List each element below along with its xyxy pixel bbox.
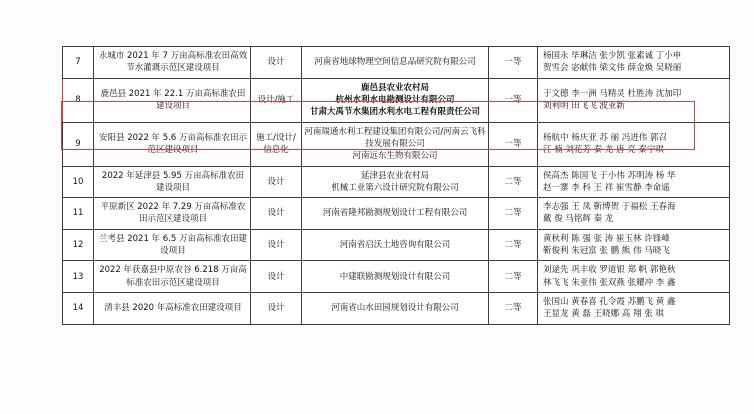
project-type: 设计 <box>251 293 302 325</box>
completion-units <box>302 198 489 230</box>
project-type: 施工/设计/信息化 <box>251 122 302 166</box>
main-contributors <box>538 166 730 198</box>
award-list-table <box>62 46 730 325</box>
row-number: 8 <box>63 78 94 122</box>
project-name-text: 2022 年获嘉县中原农谷 6.218 万亩高标准农田示范区建设项目 <box>99 265 247 288</box>
project-name-text: 永城市 2021 年 7 万亩高标准农田高效节水灌溉示范区建设项目 <box>98 51 248 74</box>
award-level: 一等 <box>489 78 538 122</box>
project-name-text: 2022 年延津县 5.95 万亩高标准农田建设项目 <box>101 170 245 193</box>
unit-line: 杭州水利水电勘测设计有限公司 <box>335 94 455 105</box>
project-type: 设计 <box>251 47 302 79</box>
project-name <box>94 122 251 166</box>
award-level: 二等 <box>489 261 538 293</box>
award-level: 二等 <box>489 198 538 230</box>
names-line: 杨航中 杨庆亚 苏 丽 冯进伟 郭召 <box>543 132 668 143</box>
names-line: 刘利明 田飞飞 波亚新 <box>543 101 625 112</box>
names-line: 于文德 李一洲 马精灵 杜胜涛 沈加印 <box>543 88 682 99</box>
table-row <box>63 166 730 198</box>
award-list-table-wrapper <box>62 46 694 325</box>
completion-units <box>302 166 489 198</box>
row-number: 10 <box>63 166 94 198</box>
row-number: 11 <box>63 198 94 230</box>
project-name <box>94 78 251 122</box>
table-row <box>63 122 730 166</box>
project-name <box>94 261 251 293</box>
unit-line: 河南省山水田园规划设计有限公司 <box>331 303 459 314</box>
award-level: 二等 <box>489 166 538 198</box>
table-row <box>63 261 730 293</box>
project-type: 设计/施工 <box>251 78 302 122</box>
project-type: 设计 <box>251 229 302 261</box>
award-level: 一等 <box>489 122 538 166</box>
unit-line: 河南省地球物理空间信息品研究院有限公司 <box>314 57 476 68</box>
names-line: 侯高杰 陈国飞 于小伟 苏明涛 杨 华 <box>543 170 676 181</box>
row-number: 14 <box>63 293 94 325</box>
award-level: 一等 <box>489 47 538 79</box>
project-type: 设计 <box>251 261 302 293</box>
project-name-text: 安阳县 2022 年 5.6 万亩高标准农田示范区建设项目 <box>99 132 247 156</box>
main-contributors <box>538 261 730 293</box>
table-row <box>63 198 730 230</box>
names-line: 黄秋利 陈 强 张 涛 崔玉林 许锋峰 <box>543 233 670 244</box>
names-line: 靳俊利 朱冠富 张 鹏 熊 伟 马晓飞 <box>543 246 670 257</box>
main-contributors <box>538 78 730 122</box>
completion-units <box>302 47 489 79</box>
project-name <box>94 229 251 261</box>
unit-line: 河南省启沃土地咨询有限公司 <box>339 239 451 250</box>
row-number: 12 <box>63 229 94 261</box>
row-number: 7 <box>63 47 94 79</box>
names-line: 李志强 王 凤 靳博贺 于福松 王春海 <box>543 202 676 213</box>
unit-line: 河南瑞通水利工程建设集团有限公司/河南云飞科技发展有限公司 <box>304 126 486 149</box>
table-row-highlighted <box>63 78 730 122</box>
completion-units <box>302 293 489 325</box>
unit-line: 中建联勘测规划设计有限公司 <box>339 271 451 282</box>
completion-units <box>302 122 489 166</box>
row-number: 13 <box>63 261 94 293</box>
table-row <box>63 293 730 325</box>
table-row <box>63 229 730 261</box>
table-row <box>63 47 730 79</box>
project-name <box>94 47 251 79</box>
completion-units <box>302 229 489 261</box>
main-contributors <box>538 47 730 79</box>
project-name <box>94 293 251 325</box>
names-line: 赵一寨 李 科 王 祥 崔雪静 李命遥 <box>543 182 670 193</box>
unit-line: 河南远东生物有限公司 <box>352 151 438 162</box>
award-level: 二等 <box>489 293 538 325</box>
names-line: 刘逯先 巩丰收 罗道银 郑 帆 郭艳秋 <box>543 265 676 276</box>
main-contributors <box>538 293 730 325</box>
names-line: 林飞飞 朱亚伟 张双燕 张耀冲 李 鑫 <box>543 277 676 288</box>
unit-line: 鹿邑县农业农村局 <box>360 82 429 93</box>
project-type: 设计 <box>251 198 302 230</box>
completion-units <box>302 78 489 122</box>
names-line: 杨国永 毕琳洁 张少凯 张素诚 丁小申 <box>543 51 682 61</box>
project-name <box>94 166 251 198</box>
project-name-text: 兰考县 2021 年 6.5 万亩高标准农田建设项目 <box>99 233 247 257</box>
main-contributors <box>538 198 730 230</box>
unit-line: 机械工业第六设计研究院有限公司 <box>331 182 459 193</box>
table-body <box>63 47 730 325</box>
award-level: 二等 <box>489 229 538 261</box>
names-line: 王显龙 黄 磊 王晓娜 高 翔 张 琪 <box>543 309 664 320</box>
completion-units <box>302 261 489 293</box>
names-line: 张国山 黄春喜 孔令霞 苏鹏飞 黄 鑫 <box>543 297 676 307</box>
main-contributors <box>538 229 730 261</box>
names-line: 戴 俊 马铭辉 秦 龙 <box>543 214 614 225</box>
project-type: 设计 <box>251 166 302 198</box>
row-number: 9 <box>63 122 94 166</box>
project-name-text: 平原新区 2022 年 7.29 万亩高标准农田示范区建设项目 <box>100 202 246 225</box>
names-line: 贺雪会 宓献伟 梁文伟 薛金焕 吴晓丽 <box>543 63 682 74</box>
unit-line: 甘肃大禹节水集团水利水电工程有限责任公司 <box>309 107 480 118</box>
names-line: 江 楠 刘花芳 秦 龙 唐 亮 秦宁琪 <box>543 145 664 156</box>
project-name-text: 清丰县 2020 年高标准农田建设项目 <box>104 303 242 314</box>
main-contributors <box>538 122 730 166</box>
unit-line: 延津县农业农村局 <box>360 170 429 181</box>
project-name-text: 鹿邑县 2021 年 22.1 万亩高标准农田建设项目 <box>100 88 246 112</box>
project-name <box>94 198 251 230</box>
unit-line: 河南省隆邦勘测规划设计工程有限公司 <box>322 208 468 219</box>
